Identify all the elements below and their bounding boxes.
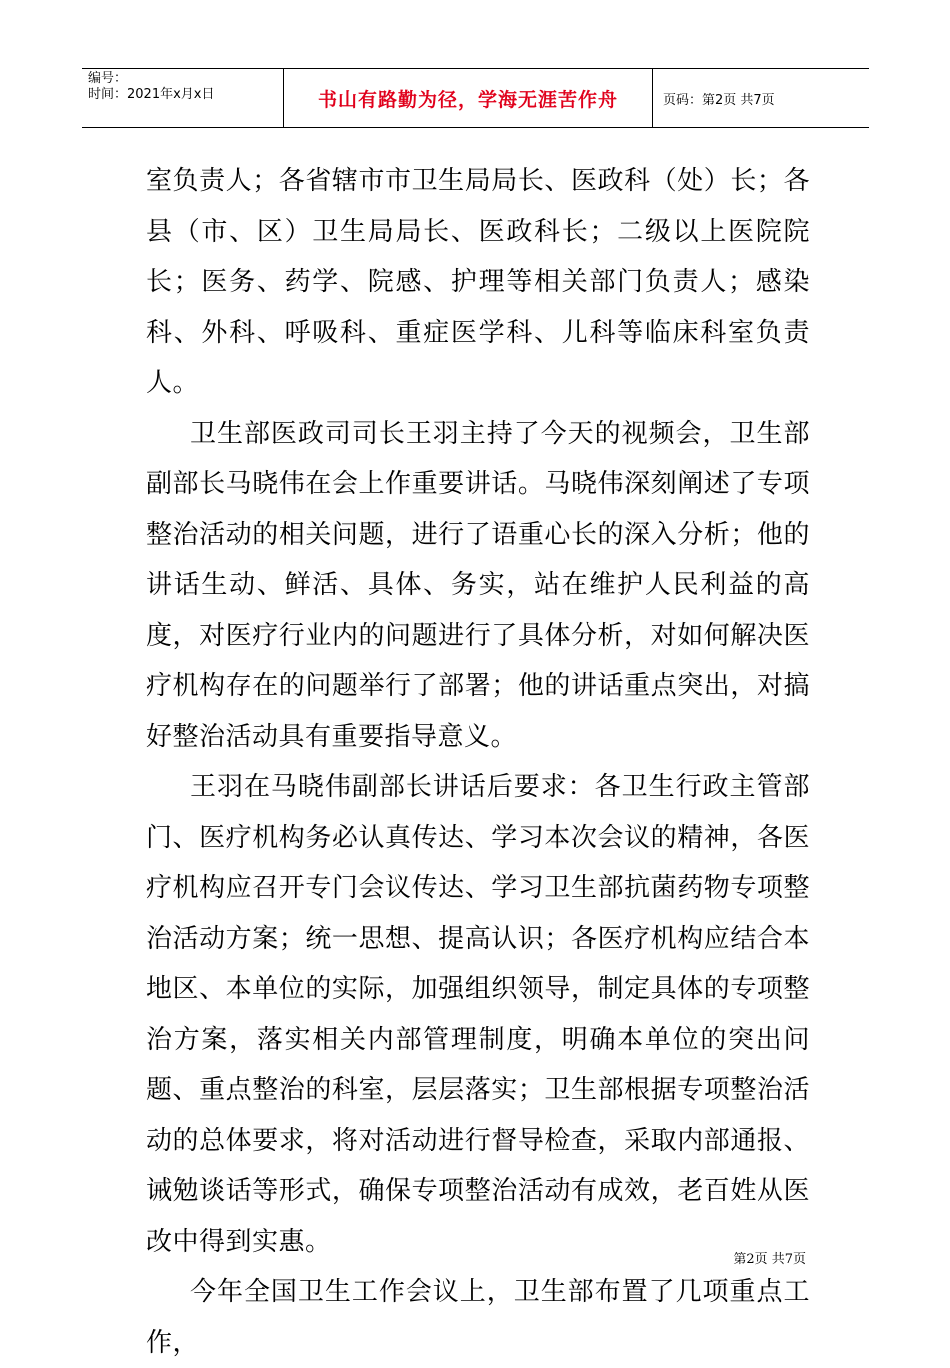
paragraph: 室负责人；各省辖市市卫生局局长、医政科（处）长；各县（市、区）卫生局局长、医政科长；二级以上医院院长；医务、药学、院感、护理等相关部门负责人；感染科、外科、呼吸科、重症医学科、儿科等临床科室负责人。: [146, 166, 810, 398]
paragraph: 王羽在马晓伟副部长讲话后要求：各卫生行政主管部门、医疗机构务必认真传达、学习本次会议的精神，各医疗机构应召开专门会议传达、学习卫生部抗菌药物专项整治活动方案；统一思想、提高认识；各医疗机构应结合本地区、本单位的实际，加强组织领导，制定具体的专项整治方案，落实相关内部管理制度，明确本单位的突出问题、重点整治的科室，层层落实；卫生部根据专项整治活动的总体要求，将对活动进行督导检查，采取内部通报、诫勉谈话等形式，确保专项整治活动有成效，老百姓从医改中得到实惠。: [146, 772, 810, 1257]
paragraph: 卫生部医政司司长王羽主持了今天的视频会，卫生部副部长马晓伟在会上作重要讲话。马晓伟深刻阐述了专项整治活动的相关问题，进行了语重心长的深入分析；他的讲话生动、鲜活、具体、务实，站在维护人民利益的高度，对医疗行业内的问题进行了具体分析，对如何解决医疗机构存在的问题举行了部署；他的讲话重点突出，对搞好整治活动具有重要指导意义。: [146, 418, 810, 752]
document-body: [146, 156, 810, 1368]
header-meta: [82, 69, 283, 127]
paragraph: 今年全国卫生工作会议上，卫生部布置了几项重点工作，: [146, 1277, 810, 1358]
header-motto: 书山有路勤为径，学海无涯苦作舟: [283, 69, 653, 127]
page-header: [82, 68, 869, 128]
page-footer: 第2页 共7页: [733, 1252, 806, 1267]
document-date: 时间：2021年x月x日: [88, 87, 215, 102]
document-number: 编号：: [88, 71, 128, 86]
header-page-number: 页码：第2页 共7页: [663, 92, 775, 108]
